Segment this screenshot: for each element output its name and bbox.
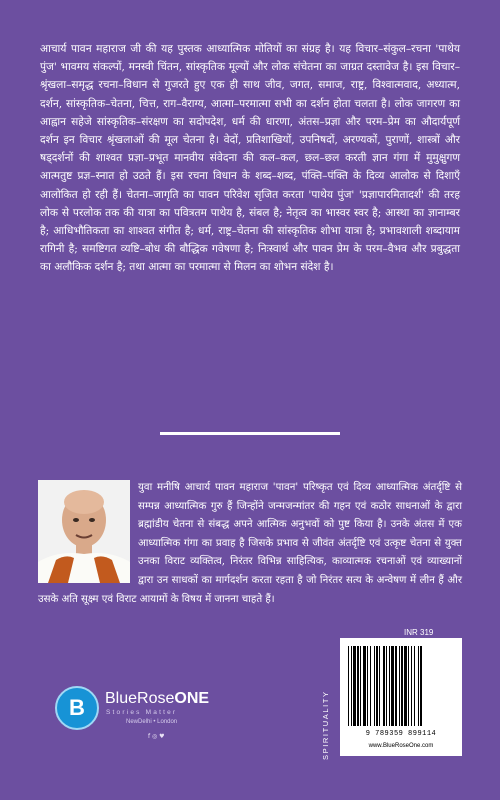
publisher-website: www.BlueRoseOne.com (368, 743, 434, 749)
barcode-icon (340, 638, 462, 730)
author-bio-text: युवा मनीषि आचार्य पावन महाराज 'पावन' परिष्कृत एवं दिव्य आध्यात्मिक अंतर्दृष्टि से सम्पन्न आध्यात्मिक गुरु हैं जिन्होंने जन्मजन्मांतर की गहन एवं कठोर साधनाओं के द्वारा ब्रह्मांडीय चेतना से संबद्ध अपने आत्मिक अनुभवों को पुष्ट किया है। उनके अंतस में एक आध्यात्मिक गंगा का प्रवाह है जिसके प्रभाव से जीवंत अंतर्दृष्टि एवं उत्कृष्ट चेतना से युक्त उनका विराट व्यक्तित्व, निरंतर विभिन्न साहित्यिक, काव्यात्मक रचनाओं एवं व्याख्यानों द्वारा उन साधकों का मार्गदर्शन करता रहता है जो निरंतर सत्य के अन्वेषण में लीन हैं और उसके अति सूक्ष्म एवं विराट आयामों के विषय में जानना चाहते हैं। (38, 482, 462, 605)
publisher-name-suffix: ONE (174, 690, 210, 707)
social-icons: f ◎ ♥ (148, 733, 165, 740)
publisher-cities: NewDelhi • London (126, 719, 178, 725)
publisher-name-main: BlueRose (105, 690, 175, 707)
book-category: SPIRITUALITY (321, 690, 330, 760)
section-divider (160, 432, 340, 435)
publisher-name (105, 690, 209, 708)
publisher-tagline: Stories Matter (106, 709, 178, 716)
back-cover-blurb (40, 40, 460, 277)
logo-mark-icon: B (55, 686, 99, 730)
blurb-text: आचार्य पावन महाराज जी की यह पुस्तक आध्यात्मिक मोतियों का संग्रह है। यह विचार–संकुल–रचना 'पाथेय पुंज' भावमय संकल्पों, मनस्वी चिंतन, सांस्कृतिक मूल्यों और लोक संचेतना का जाग्रत दस्तावेज है। इस विचार–श्रृंखला–समृद्ध रचना–विधान से गुजरते हुए एक ही साथ जीव, जगत, समाज, राष्ट्र, विश्वात्मवाद, अध्यात्म, दर्शन, सांस्कृतिक–चेतना, चित्त, राग–वैराग्य, आत्मा–परमात्मा सभी का दर्शन होता चलता है। लोक जागरण का आह्वान सहेजे सांस्कृतिक–संरक्षण का सदोपदेश, धर्म की धारणा, अंतस–प्रज्ञा और परम–प्रेम का औदार्यपूर्ण दर्शन इन विचार श्रृंखलाओं की मूल चेतना है। वेदों, प्रतिशाखियों, उपनिषदों, अरण्यकों, पुराणों, शास्त्रों और षड्दर्शनों की शाश्वत प्रज्ञा–प्रभूत मानवीय संवेदना की कल–कल, छल–छल करती ज्ञान गंगा में मुमुक्षुगण आत्मतुष्ट प्रज्ञ–स्नात हो उठते हैं। इस रचना विधान के शब्द–शब्द, पंक्ति–पंक्ति के दिव्य आलोक से दिशाएँ आलोकित हो रही हैं। चेतना–जागृति का पावन परिवेश सृजित करता 'पाथेय पुंज' 'प्रज्ञापारमितादर्श' की तरह लोक से परलोक तक की यात्रा का पवित्रतम पाथेय है, संबल है; नेतृत्व का भास्वर स्वर है; आस्था का ज्ञानाम्बर है; आधिभौतिकता का शाश्वत संगीत है; धर्म, राष्ट्र–चेतना की सांस्कृतिक शोभा यात्रा है; प्रभावशाली शब्दायाम रागिनी है; समष्टिगत व्यष्टि–बोध की बौद्धिक गवेषणा है; निःस्वार्थ और पावन प्रेम के परम–वैभव और प्रबुद्धता का अलौकिक दर्शन है; तथा आत्मा का परमात्मा से मिलन का शोभन संदेश है। (40, 43, 460, 274)
book-price: INR 319 (404, 628, 434, 637)
isbn-barcode (340, 638, 462, 756)
author-photo (38, 480, 130, 583)
isbn-number: 9 789359 899114 (365, 730, 437, 738)
publisher-logo (55, 678, 235, 738)
